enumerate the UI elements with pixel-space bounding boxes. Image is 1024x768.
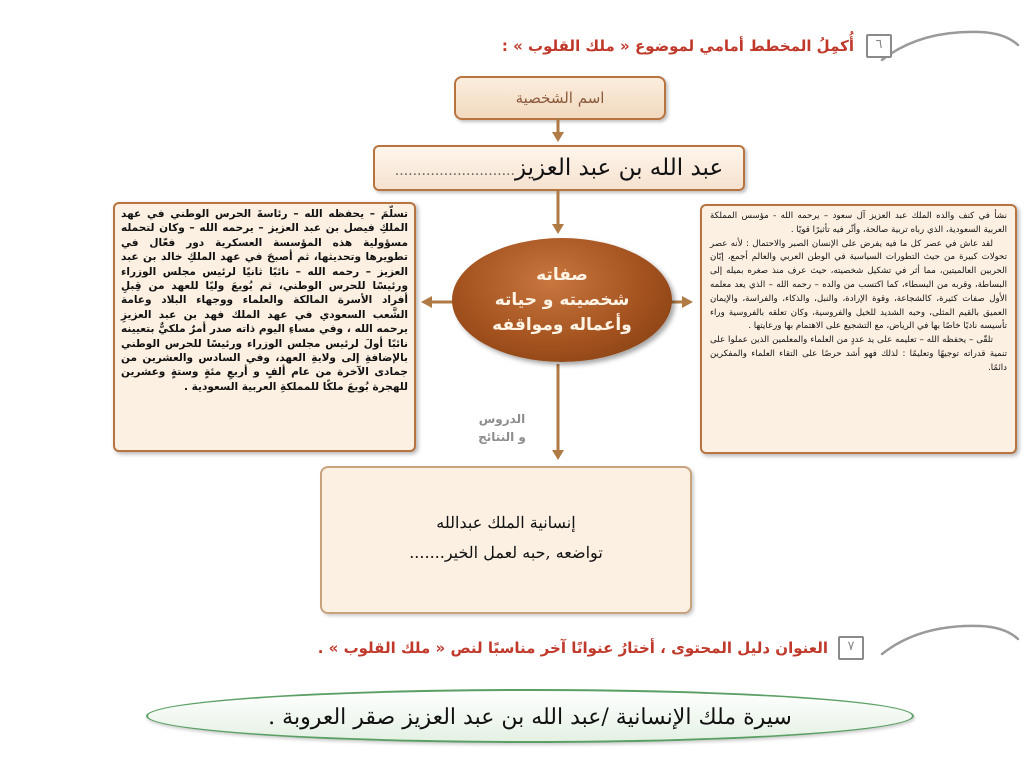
result-line-2: تواضعه ,حبه لعمل الخير....... [409, 543, 603, 562]
instruction-text-7: العنوان دليل المحتوى ، أختارُ عنوانًا آخر مناسبًا لنص « ملك القلوب » . [317, 639, 828, 657]
question-number-6: ٦ [866, 34, 892, 58]
center-line-1: صفاته [536, 264, 588, 285]
right-paragraph-1: نشأ في كنف والده الملك عبد العزيز آل سعود – يرحمه الله - مؤسس المملكة العربية السعودية، الذي رباه تربية صالحة، وأثّر فيه تأثيرًا قويًا . [710, 211, 1007, 235]
name-label-box: اسم الشخصية [454, 76, 666, 120]
center-oval [452, 238, 672, 362]
result-box [320, 466, 692, 614]
lessons-label-line-1: الدروس [478, 412, 526, 426]
center-line-3: وأعماله ومواقفه [492, 314, 632, 335]
right-paragraph-2: لقد عاش في عصر كل ما فيه يفرض على الإنسان الصبر والاحتمال : لأنه عصر تحولات كبيرة من حيث التطورات السياسية في الوطن العربي والعالم أجمع، إبّان الحربين العالميتين، مما أثر في تشكيل شخصيته، حيث عرف منذ صغره بميله إلى البساطة، وقربه من البسطاء، كما اكتسب من والده – رحمه الله – الذي يعد معلمه الأول صفات كثيرة، كالشجاعة، وقوة الإرادة، والنبل، والذكاء، والفراسة، والإيمان العميق بالقيم المثلى، وحبه الشديد للخيل والفروسية، وكان تعلقه بالفروسية وراء تأسيسه ناديًا خاصًا بها في الرياض، مع التشجيع على الاهتمام بها ورعايتها . [710, 238, 1007, 332]
right-paragraph-3: تلقّى – يحفظه الله – تعليمه على يد عددٍ من العلماء والمعلمين الذين عملوا على تنمية قدراته توجيهًا وتعليمًا : لذلك فهو أشد حرصًا على التقاء العلماء والمفكرين دائمًا. [710, 335, 1007, 373]
result-line-1: إنسانية الملك عبدالله [436, 513, 576, 532]
lessons-label [462, 410, 542, 446]
header-swoosh-2 [880, 614, 1020, 664]
instruction-text-6: أُكمِلُ المخطط أمامي لموضوع « ملك القلوب » : [501, 37, 854, 55]
name-value: عبد الله بن عبد العزيز [514, 155, 724, 181]
center-line-2: شخصيته و حياته [494, 289, 630, 310]
question-number-7: ٧ [838, 636, 864, 660]
right-info-box [700, 204, 1017, 454]
title-answer-ellipse: سيرة ملك الإنسانية /عبد الله بن عبد العزيز صقر العروبة . [146, 689, 914, 743]
left-info-box: تسلّمَ – يحفظه الله – رئاسةَ الحرس الوطني في عهد الملكِ فيصل بن عبد العزيز – يرحمه الله – وكان لتحمله مسؤولية هذه المؤسسة العسكرية دور فعّال في تطويرها وتحديثها، ثم أصبحَ في عهد الملكِ خالد بن عبد العزيز – رحمه الله – نائبًا ثانيًا لرئيس مجلس الوزراء ورئيسًا للحرس الوطني، ثم بُويعَ وليًا للعهد من قِبلِ أفراد الأسرة المالكة والعلماء ووجهاء البلاد وعامة الشَّعب السعودي في عهد الملك فهد بن عبد العزيزِ يرحمه الله ، وفي مساءِ اليوم ذاته صدر أمرٌ ملكيٌّ بتعيينه نائبًا أولَ لرئيس مجلس الوزراء ورئيسًا للحرس الوطني بالإضافةِ إلى ولايةِ العهد، وفي السادس والعشرين من جمادى الآخرة من عام ألفٍ و أربعِ مئةٍ وستةٍ وعشرين للهجرة بُويعَ ملكًا للمملكةِ العربية السعودية . [113, 202, 416, 452]
lessons-label-line-2: و النتائج [478, 430, 526, 444]
name-dots: ........................... [394, 163, 515, 179]
